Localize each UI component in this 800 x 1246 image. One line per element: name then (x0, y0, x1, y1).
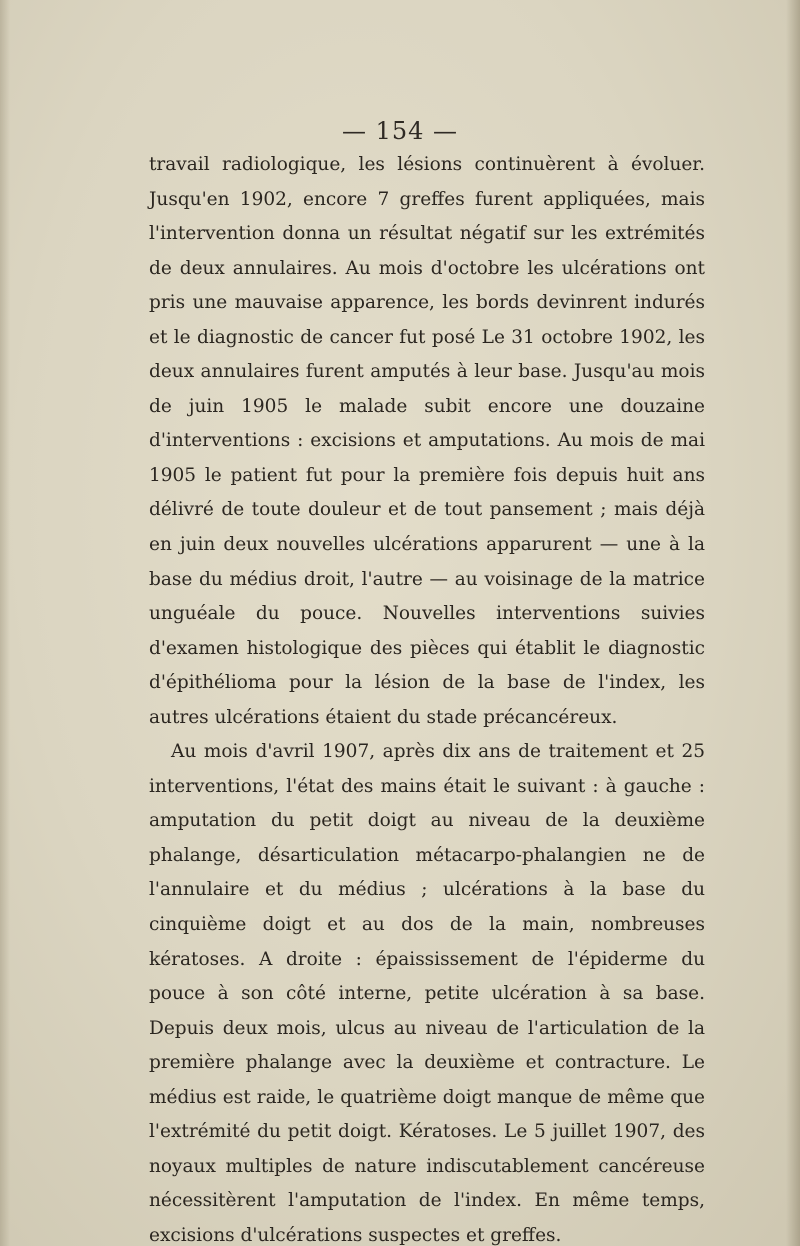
paragraph-2: Au mois d'avril 1907, après dix ans de traitement et 25 interventions, l'état des mains était le suivant : à gauche : amputation du petit doigt au niveau de la deuxième phalange, désarticulation métacarpo-phalangien ne de l'annulaire et du médius ; ulcérations à la base du cinquième doigt et au dos de la main, nombreuses kératoses. A droite : épaississement de l'épiderme du pouce à son côté interne, petite ulcération à sa base. Depuis deux mois, ulcus au niveau de l'articulation de la première phalange avec la deuxième et contracture. Le médius est raide, le quatrième doigt manque de même que l'extrémité du petit doigt. Kératoses. Le 5 juillet 1907, des noyaux multiples de nature indiscutablement cancéreuse nécessitèrent l'amputation de l'index. En même temps, excisions d'ulcérations suspectes et greffes. (149, 741, 705, 1246)
body-text (149, 148, 705, 1246)
page-right-shadow (786, 0, 800, 1246)
page-number: — 154 — (341, 117, 459, 145)
page-left-shadow (0, 0, 10, 1246)
paragraph-1: travail radiologique, les lésions continuèrent à évoluer. Jusqu'en 1902, encore 7 greffes furent appliquées, mais l'intervention donna un résultat négatif sur les extrémités de deux annulaires. Au mois d'octobre les ulcérations ont pris une mauvaise apparence, les bords devinrent indurés et le diagnostic de cancer fut posé Le 31 octobre 1902, les deux annulaires furent amputés à leur base. Jusqu'au mois de juin 1905 le malade subit encore une douzaine d'interventions : excisions et amputations. Au mois de mai 1905 le patient fut pour la première fois depuis huit ans délivré de toute douleur et de tout pansement ; mais déjà en juin deux nouvelles ulcérations apparurent — une à la base du médius droit, l'autre — au voisinage de la matrice unguéale du pouce. Nouvelles interventions suivies d'examen histologique des pièces qui établit le diagnostic d'épithélioma pour la lésion de la base de l'index, les autres ulcérations étaient du stade précancéreux. (149, 154, 705, 728)
